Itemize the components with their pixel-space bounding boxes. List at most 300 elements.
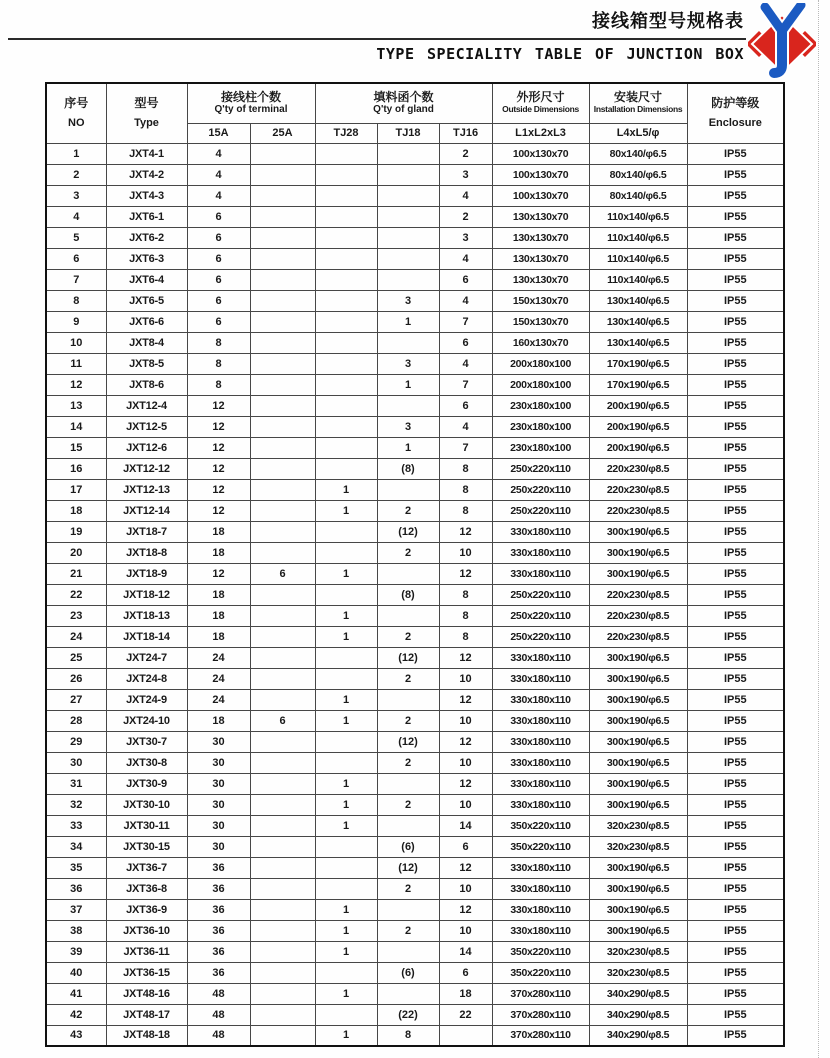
- cell-no: 7: [46, 269, 106, 290]
- cell-no: 9: [46, 311, 106, 332]
- cell-enclosure: IP55: [687, 206, 784, 227]
- cell-outside-dim: 330x180x110: [492, 731, 589, 752]
- cell-25a: [250, 836, 315, 857]
- cell-install-dim: 300x190/φ6.5: [589, 647, 687, 668]
- cell-outside-dim: 330x180x110: [492, 899, 589, 920]
- cell-tj28: [315, 269, 377, 290]
- cell-tj18: (8): [377, 458, 439, 479]
- header-no-cn: 序号: [64, 96, 89, 111]
- cell-no: 35: [46, 857, 106, 878]
- cell-outside-dim: 250x220x110: [492, 500, 589, 521]
- cell-outside-dim: 330x180x110: [492, 920, 589, 941]
- header-install-cn: 安装尺寸: [614, 90, 663, 105]
- cell-tj28: 1: [315, 815, 377, 836]
- cell-tj16: 4: [439, 248, 492, 269]
- cell-install-dim: 220x230/φ8.5: [589, 584, 687, 605]
- cell-tj28: [315, 521, 377, 542]
- cell-type: JXT8-4: [106, 332, 187, 353]
- cell-tj18: 3: [377, 353, 439, 374]
- cell-tj18: 2: [377, 500, 439, 521]
- cell-25a: [250, 983, 315, 1004]
- cell-no: 37: [46, 899, 106, 920]
- cell-tj18: [377, 773, 439, 794]
- cell-15a: 12: [187, 416, 250, 437]
- cell-15a: 8: [187, 353, 250, 374]
- cell-25a: [250, 731, 315, 752]
- cell-15a: 30: [187, 731, 250, 752]
- cell-tj18: [377, 689, 439, 710]
- cell-type: JXT18-8: [106, 542, 187, 563]
- cell-25a: [250, 605, 315, 626]
- cell-tj28: [315, 542, 377, 563]
- cell-install-dim: 130x140/φ6.5: [589, 311, 687, 332]
- cell-type: JXT30-10: [106, 794, 187, 815]
- cell-tj28: 1: [315, 983, 377, 1004]
- table-row: [46, 836, 784, 857]
- cell-outside-dim: 350x220x110: [492, 941, 589, 962]
- cell-type: JXT12-12: [106, 458, 187, 479]
- cell-tj28: [315, 416, 377, 437]
- cell-15a: 6: [187, 269, 250, 290]
- table-row: [46, 374, 784, 395]
- cell-outside-dim: 250x220x110: [492, 479, 589, 500]
- cell-tj28: 1: [315, 899, 377, 920]
- table-row: [46, 458, 784, 479]
- table-row: [46, 500, 784, 521]
- cell-15a: 36: [187, 899, 250, 920]
- cell-15a: 18: [187, 521, 250, 542]
- cell-15a: 4: [187, 164, 250, 185]
- cell-type: JXT48-16: [106, 983, 187, 1004]
- cell-no: 25: [46, 647, 106, 668]
- cell-install-dim: 220x230/φ8.5: [589, 605, 687, 626]
- cell-25a: [250, 311, 315, 332]
- cell-15a: 6: [187, 290, 250, 311]
- cell-tj28: [315, 962, 377, 983]
- cell-install-dim: 300x190/φ6.5: [589, 857, 687, 878]
- cell-outside-dim: 330x180x110: [492, 689, 589, 710]
- cell-15a: 30: [187, 815, 250, 836]
- cell-tj18: [377, 164, 439, 185]
- cell-25a: [250, 164, 315, 185]
- cell-25a: 6: [250, 563, 315, 584]
- cell-enclosure: IP55: [687, 836, 784, 857]
- cell-outside-dim: 330x180x110: [492, 647, 589, 668]
- cell-tj28: [315, 752, 377, 773]
- cell-type: JXT24-8: [106, 668, 187, 689]
- cell-type: JXT30-7: [106, 731, 187, 752]
- cell-tj16: 12: [439, 521, 492, 542]
- cell-25a: [250, 1025, 315, 1046]
- table-row: [46, 395, 784, 416]
- cell-outside-dim: 160x130x70: [492, 332, 589, 353]
- cell-tj28: [315, 1004, 377, 1025]
- cell-no: 11: [46, 353, 106, 374]
- cell-tj18: 2: [377, 752, 439, 773]
- cell-tj28: [315, 374, 377, 395]
- cell-25a: [250, 143, 315, 164]
- cell-tj28: 1: [315, 626, 377, 647]
- cell-no: 23: [46, 605, 106, 626]
- company-logo-icon: [748, 3, 816, 79]
- cell-enclosure: IP55: [687, 983, 784, 1004]
- cell-type: JXT12-4: [106, 395, 187, 416]
- cell-tj28: [315, 458, 377, 479]
- table-row: [46, 626, 784, 647]
- cell-install-dim: 80x140/φ6.5: [589, 164, 687, 185]
- cell-tj28: [315, 185, 377, 206]
- table-row: [46, 143, 784, 164]
- cell-tj16: 4: [439, 416, 492, 437]
- table-row: [46, 647, 784, 668]
- cell-no: 15: [46, 437, 106, 458]
- cell-15a: 12: [187, 500, 250, 521]
- cell-outside-dim: 130x130x70: [492, 269, 589, 290]
- cell-25a: 6: [250, 710, 315, 731]
- cell-15a: 18: [187, 584, 250, 605]
- cell-install-dim: 220x230/φ8.5: [589, 458, 687, 479]
- cell-install-dim: 130x140/φ6.5: [589, 332, 687, 353]
- cell-15a: 30: [187, 773, 250, 794]
- cell-install-dim: 300x190/φ6.5: [589, 521, 687, 542]
- cell-tj16: 6: [439, 269, 492, 290]
- cell-outside-dim: 250x220x110: [492, 626, 589, 647]
- table-row: [46, 353, 784, 374]
- cell-outside-dim: 330x180x110: [492, 521, 589, 542]
- cell-tj16: 10: [439, 920, 492, 941]
- cell-tj18: [377, 227, 439, 248]
- cell-install-dim: 320x230/φ8.5: [589, 815, 687, 836]
- cell-tj16: 10: [439, 752, 492, 773]
- table-row: [46, 815, 784, 836]
- subheader-25a: 25A: [250, 123, 315, 143]
- cell-tj28: [315, 437, 377, 458]
- cell-outside-dim: 250x220x110: [492, 605, 589, 626]
- cell-no: 1: [46, 143, 106, 164]
- cell-tj16: 7: [439, 374, 492, 395]
- cell-tj28: [315, 731, 377, 752]
- cell-tj16: 8: [439, 458, 492, 479]
- cell-tj16: 7: [439, 311, 492, 332]
- cell-enclosure: IP55: [687, 668, 784, 689]
- cell-type: JXT36-8: [106, 878, 187, 899]
- table-row: [46, 857, 784, 878]
- cell-install-dim: 340x290/φ8.5: [589, 983, 687, 1004]
- cell-tj28: 1: [315, 710, 377, 731]
- cell-25a: [250, 878, 315, 899]
- table-row: [46, 521, 784, 542]
- cell-no: 36: [46, 878, 106, 899]
- cell-install-dim: 170x190/φ6.5: [589, 374, 687, 395]
- cell-15a: 30: [187, 794, 250, 815]
- cell-no: 29: [46, 731, 106, 752]
- cell-type: JXT6-2: [106, 227, 187, 248]
- table-row: [46, 206, 784, 227]
- table-row: [46, 185, 784, 206]
- table-row: [46, 689, 784, 710]
- cell-15a: 12: [187, 395, 250, 416]
- cell-enclosure: IP55: [687, 815, 784, 836]
- cell-outside-dim: 370x280x110: [492, 1025, 589, 1046]
- cell-15a: 6: [187, 227, 250, 248]
- cell-tj16: 8: [439, 605, 492, 626]
- cell-15a: 8: [187, 374, 250, 395]
- header-no: [46, 83, 106, 143]
- cell-tj16: 6: [439, 962, 492, 983]
- cell-tj18: 1: [377, 311, 439, 332]
- cell-15a: 36: [187, 857, 250, 878]
- cell-no: 38: [46, 920, 106, 941]
- header-gland-group: [315, 83, 492, 123]
- cell-15a: 30: [187, 836, 250, 857]
- header-install-en: Installation Dimensions: [593, 104, 683, 115]
- cell-outside-dim: 350x220x110: [492, 962, 589, 983]
- cell-25a: [250, 332, 315, 353]
- cell-type: JXT6-5: [106, 290, 187, 311]
- cell-no: 42: [46, 1004, 106, 1025]
- cell-enclosure: IP55: [687, 479, 784, 500]
- cell-tj18: 2: [377, 710, 439, 731]
- cell-25a: [250, 647, 315, 668]
- cell-type: JXT8-5: [106, 353, 187, 374]
- cell-no: 28: [46, 710, 106, 731]
- cell-tj18: 2: [377, 794, 439, 815]
- header-outside-dimensions: [492, 83, 589, 123]
- cell-no: 26: [46, 668, 106, 689]
- cell-enclosure: IP55: [687, 899, 784, 920]
- cell-outside-dim: 250x220x110: [492, 458, 589, 479]
- cell-type: JXT18-13: [106, 605, 187, 626]
- cell-enclosure: IP55: [687, 689, 784, 710]
- cell-tj28: [315, 395, 377, 416]
- cell-outside-dim: 230x180x100: [492, 416, 589, 437]
- table-row: [46, 479, 784, 500]
- cell-15a: 36: [187, 941, 250, 962]
- cell-tj28: [315, 311, 377, 332]
- subheader-15a: 15A: [187, 123, 250, 143]
- cell-install-dim: 320x230/φ8.5: [589, 836, 687, 857]
- cell-outside-dim: 230x180x100: [492, 395, 589, 416]
- cell-tj16: 12: [439, 647, 492, 668]
- table-row: [46, 332, 784, 353]
- cell-tj16: 6: [439, 395, 492, 416]
- cell-enclosure: IP55: [687, 227, 784, 248]
- cell-25a: [250, 374, 315, 395]
- cell-tj18: (12): [377, 857, 439, 878]
- cell-25a: [250, 626, 315, 647]
- cell-15a: 48: [187, 1025, 250, 1046]
- cell-type: JXT30-8: [106, 752, 187, 773]
- cell-enclosure: IP55: [687, 521, 784, 542]
- cell-25a: [250, 206, 315, 227]
- table-row: [46, 227, 784, 248]
- cell-tj18: (22): [377, 1004, 439, 1025]
- cell-no: 18: [46, 500, 106, 521]
- cell-tj16: 10: [439, 542, 492, 563]
- cell-outside-dim: 130x130x70: [492, 227, 589, 248]
- cell-outside-dim: 330x180x110: [492, 542, 589, 563]
- table-row: [46, 164, 784, 185]
- cell-install-dim: 300x190/φ6.5: [589, 773, 687, 794]
- table-row: [46, 584, 784, 605]
- cell-25a: [250, 584, 315, 605]
- cell-tj28: [315, 290, 377, 311]
- cell-enclosure: IP55: [687, 1004, 784, 1025]
- cell-type: JXT6-4: [106, 269, 187, 290]
- cell-15a: 18: [187, 626, 250, 647]
- cell-15a: 24: [187, 668, 250, 689]
- cell-enclosure: IP55: [687, 458, 784, 479]
- cell-no: 41: [46, 983, 106, 1004]
- cell-tj28: [315, 332, 377, 353]
- cell-25a: [250, 479, 315, 500]
- table-row: [46, 773, 784, 794]
- cell-tj18: 8: [377, 1025, 439, 1046]
- cell-tj16: 12: [439, 731, 492, 752]
- cell-install-dim: 110x140/φ6.5: [589, 206, 687, 227]
- cell-type: JXT12-13: [106, 479, 187, 500]
- cell-tj16: 4: [439, 290, 492, 311]
- cell-tj16: 2: [439, 143, 492, 164]
- cell-install-dim: 220x230/φ8.5: [589, 479, 687, 500]
- cell-outside-dim: 150x130x70: [492, 311, 589, 332]
- cell-15a: 8: [187, 332, 250, 353]
- cell-25a: [250, 269, 315, 290]
- cell-enclosure: IP55: [687, 395, 784, 416]
- cell-enclosure: IP55: [687, 920, 784, 941]
- cell-tj18: 1: [377, 374, 439, 395]
- cell-25a: [250, 689, 315, 710]
- cell-tj18: [377, 395, 439, 416]
- cell-no: 6: [46, 248, 106, 269]
- cell-no: 22: [46, 584, 106, 605]
- cell-type: JXT8-6: [106, 374, 187, 395]
- cell-enclosure: IP55: [687, 647, 784, 668]
- cell-outside-dim: 330x180x110: [492, 773, 589, 794]
- table-row: [46, 731, 784, 752]
- cell-tj18: [377, 479, 439, 500]
- cell-install-dim: 300x190/φ6.5: [589, 752, 687, 773]
- subheader-outside-formula: L1xL2xL3: [492, 123, 589, 143]
- cell-tj18: 1: [377, 437, 439, 458]
- header-terminal-cn: 接线柱个数: [221, 89, 282, 104]
- table-row: [46, 668, 784, 689]
- cell-25a: [250, 542, 315, 563]
- cell-tj18: 3: [377, 290, 439, 311]
- cell-outside-dim: 100x130x70: [492, 185, 589, 206]
- cell-no: 31: [46, 773, 106, 794]
- cell-install-dim: 300x190/φ6.5: [589, 689, 687, 710]
- cell-25a: [250, 794, 315, 815]
- header-gland-en: Q'ty of gland: [373, 104, 434, 116]
- table-row: [46, 290, 784, 311]
- cell-tj18: [377, 185, 439, 206]
- cell-outside-dim: 370x280x110: [492, 1004, 589, 1025]
- cell-tj28: 1: [315, 773, 377, 794]
- subheader-tj18: TJ18: [377, 123, 439, 143]
- cell-25a: [250, 416, 315, 437]
- cell-tj28: [315, 143, 377, 164]
- cell-install-dim: 300x190/φ6.5: [589, 731, 687, 752]
- cell-15a: 36: [187, 962, 250, 983]
- cell-type: JXT36-9: [106, 899, 187, 920]
- cell-25a: [250, 857, 315, 878]
- table-header: [46, 83, 784, 143]
- header-enclosure: [687, 83, 784, 143]
- cell-tj16: 3: [439, 164, 492, 185]
- cell-enclosure: IP55: [687, 626, 784, 647]
- cell-install-dim: 110x140/φ6.5: [589, 248, 687, 269]
- cell-tj18: [377, 605, 439, 626]
- cell-install-dim: 320x230/φ8.5: [589, 941, 687, 962]
- cell-enclosure: IP55: [687, 143, 784, 164]
- cell-no: 16: [46, 458, 106, 479]
- cell-tj28: [315, 878, 377, 899]
- cell-25a: [250, 920, 315, 941]
- cell-outside-dim: 350x220x110: [492, 815, 589, 836]
- cell-enclosure: IP55: [687, 584, 784, 605]
- cell-25a: [250, 1004, 315, 1025]
- cell-tj18: (12): [377, 647, 439, 668]
- cell-tj18: 3: [377, 416, 439, 437]
- cell-install-dim: 300x190/φ6.5: [589, 710, 687, 731]
- cell-type: JXT18-14: [106, 626, 187, 647]
- cell-install-dim: 200x190/φ6.5: [589, 416, 687, 437]
- cell-25a: [250, 458, 315, 479]
- cell-enclosure: IP55: [687, 605, 784, 626]
- cell-no: 34: [46, 836, 106, 857]
- cell-enclosure: IP55: [687, 374, 784, 395]
- cell-tj28: 1: [315, 1025, 377, 1046]
- cell-enclosure: IP55: [687, 1025, 784, 1046]
- cell-type: JXT4-2: [106, 164, 187, 185]
- cell-25a: [250, 773, 315, 794]
- table-row: [46, 962, 784, 983]
- table-row: [46, 920, 784, 941]
- cell-15a: 18: [187, 542, 250, 563]
- header-type: [106, 83, 187, 143]
- cell-tj16: 10: [439, 668, 492, 689]
- cell-no: 5: [46, 227, 106, 248]
- cell-no: 30: [46, 752, 106, 773]
- table-row: [46, 878, 784, 899]
- cell-install-dim: 200x190/φ6.5: [589, 395, 687, 416]
- cell-no: 19: [46, 521, 106, 542]
- cell-tj16: 22: [439, 1004, 492, 1025]
- cell-type: JXT48-17: [106, 1004, 187, 1025]
- header-installation-dimensions: [589, 83, 687, 123]
- cell-tj18: [377, 332, 439, 353]
- cell-outside-dim: 200x180x100: [492, 353, 589, 374]
- cell-tj18: (8): [377, 584, 439, 605]
- cell-tj18: [377, 143, 439, 164]
- cell-outside-dim: 330x180x110: [492, 794, 589, 815]
- cell-type: JXT12-5: [106, 416, 187, 437]
- junction-box-spec-table: [45, 82, 785, 1047]
- cell-type: JXT18-12: [106, 584, 187, 605]
- header-outside-cn: 外形尺寸: [516, 90, 565, 105]
- cell-enclosure: IP55: [687, 311, 784, 332]
- header-enclosure-en: Enclosure: [708, 116, 762, 129]
- cell-tj28: [315, 836, 377, 857]
- cell-install-dim: 340x290/φ8.5: [589, 1004, 687, 1025]
- cell-25a: [250, 668, 315, 689]
- cell-15a: 6: [187, 311, 250, 332]
- cell-type: JXT6-3: [106, 248, 187, 269]
- cell-tj28: 1: [315, 941, 377, 962]
- cell-tj18: 2: [377, 878, 439, 899]
- cell-25a: [250, 290, 315, 311]
